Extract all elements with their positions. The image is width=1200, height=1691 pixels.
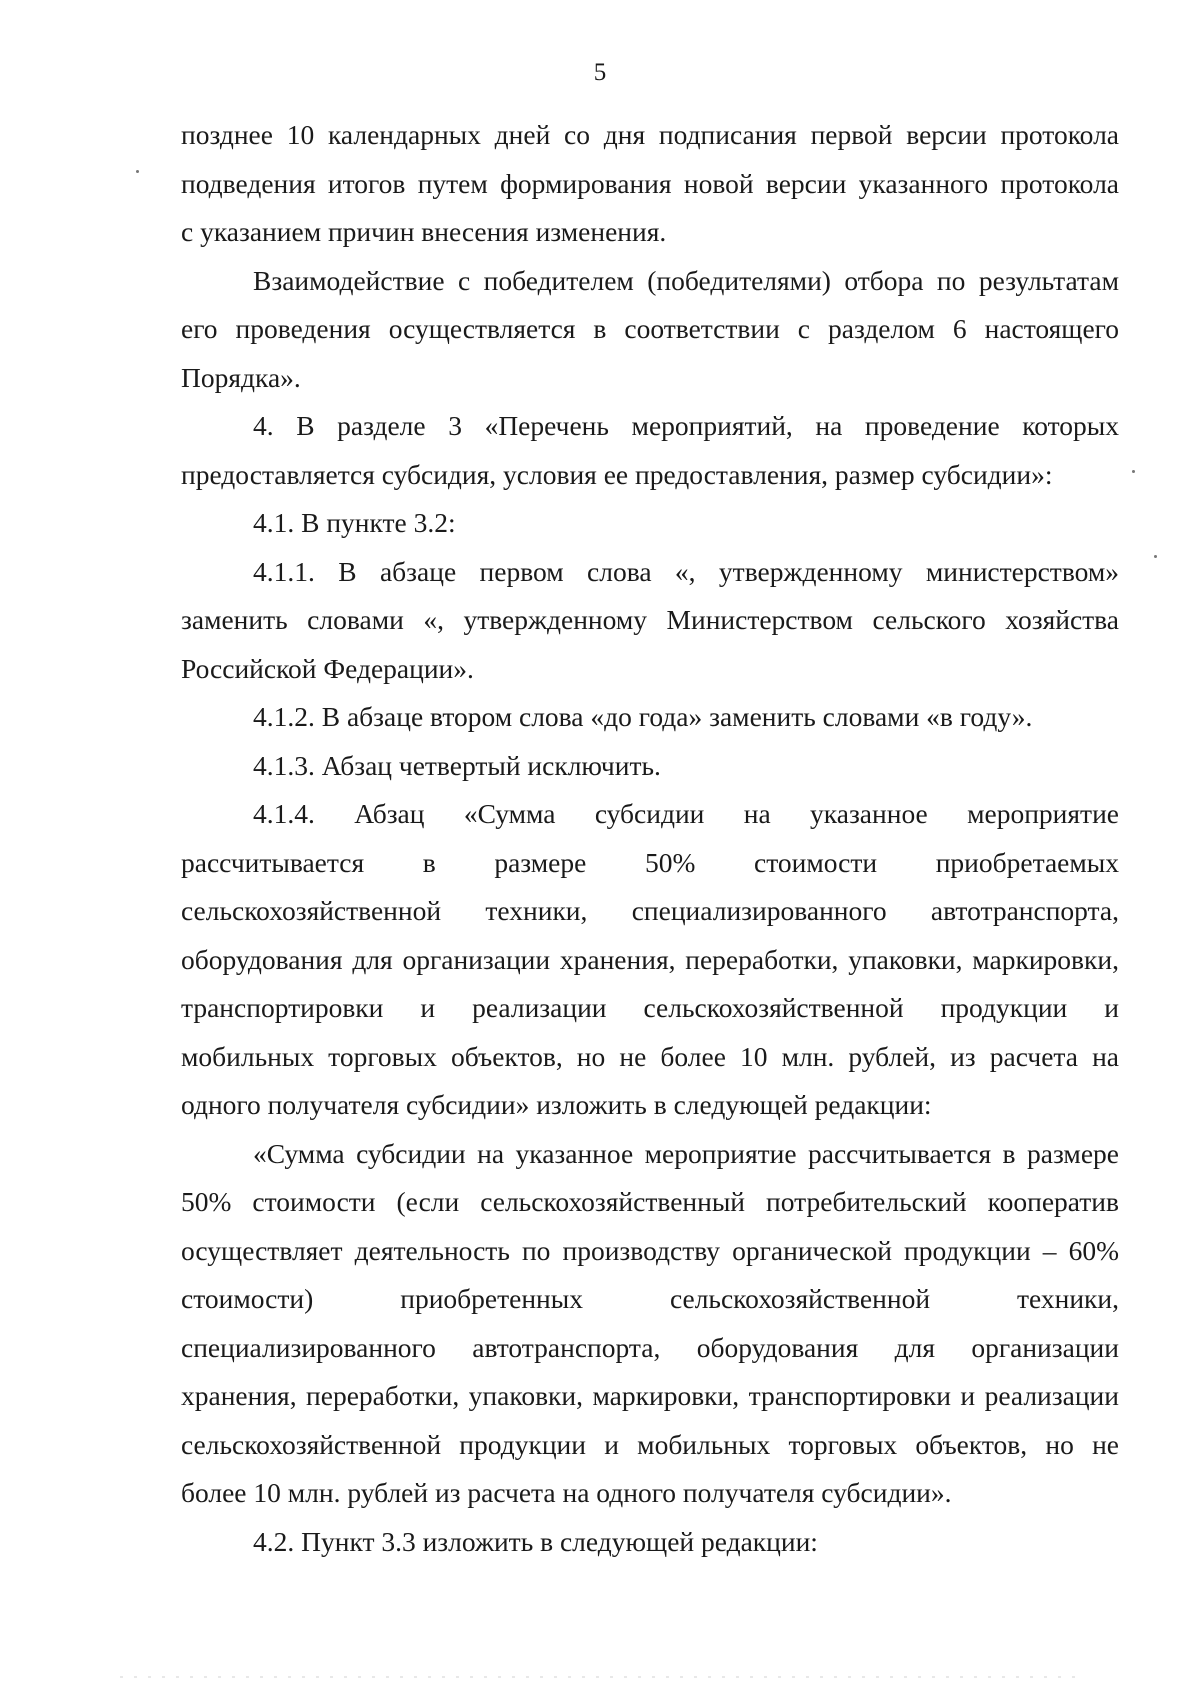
paragraph-interaction [181, 257, 1119, 403]
text-line: рассчитывается в размере 50% стоимости приобретаемых [181, 846, 1119, 878]
text-line: «Сумма субсидии на указанное мероприятие рассчитывается в размере [253, 1137, 1119, 1169]
text-line: Взаимодействие с победителем (победителями) отбора по результатам [253, 264, 1119, 296]
paragraph-continuation [181, 111, 1119, 257]
text-line: более 10 млн. рублей из расчета на одного получателя субсидии». [181, 1477, 952, 1508]
text-line: Российской Федерации». [181, 652, 474, 684]
text-line: одного получателя субсидии» изложить в следующей редакции: [181, 1089, 932, 1120]
text-line: стоимости) приобретенных сельскохозяйственной техники, [181, 1283, 1119, 1314]
text-line: 4.1.3. Абзац четвертый исключить. [253, 749, 661, 781]
text-line: 4.1.4. Абзац «Сумма субсидии на указанное мероприятие [253, 798, 1119, 829]
text-line: его проведения осуществляется в соответствии с разделом 6 настоящего [181, 313, 1119, 344]
text-line: с указанием причин внесения изменения. [181, 216, 667, 247]
text-line: 4.1.2. В абзаце втором слова «до года» заменить словами «в году». [253, 701, 1033, 732]
paragraph-item-4 [181, 402, 1119, 499]
scan-speck [1154, 555, 1157, 558]
paragraph-item-4-1-1 [181, 548, 1119, 694]
paragraph-item-4-1-3 [181, 742, 1119, 791]
text-line: осуществляет деятельность по производству органической продукции – 60% [181, 1234, 1119, 1266]
paragraph-item-4-1-4 [181, 790, 1119, 1130]
text-line: оборудования для организации хранения, переработки, упаковки, маркировки, [181, 943, 1119, 975]
scan-noise [120, 1676, 1080, 1678]
text-line: предоставляется субсидия, условия ее предоставления, размер субсидии»: [181, 458, 1053, 490]
paragraph-new-wording [181, 1130, 1119, 1518]
page-number: 5 [593, 59, 607, 86]
text-line: специализированного автотранспорта, оборудования для организации [181, 1331, 1119, 1363]
text-line: 4. В разделе 3 «Перечень мероприятий, на проведение которых [253, 410, 1119, 441]
paragraph-item-4-1 [181, 499, 1119, 548]
scan-speck [1132, 470, 1135, 473]
text-line: сельскохозяйственной техники, специализированного автотранспорта, [181, 895, 1119, 926]
text-line: транспортировки и реализации сельскохозяйственной продукции и [181, 992, 1119, 1023]
text-line: 4.1.1. В абзаце первом слова «, утвержденному министерством» [253, 555, 1119, 587]
text-line: 4.2. Пункт 3.3 изложить в следующей редакции: [253, 1525, 818, 1557]
scan-speck [136, 170, 139, 173]
text-line: хранения, переработки, упаковки, маркировки, транспортировки и реализации [181, 1380, 1119, 1411]
text-line: сельскохозяйственной продукции и мобильных торговых объектов, но не [181, 1428, 1119, 1460]
text-line: заменить словами «, утвержденному Министерством сельского хозяйства [181, 604, 1119, 635]
text-line: позднее 10 календарных дней со дня подписания первой версии протокола [181, 119, 1119, 150]
text-line: подведения итогов путем формирования новой версии указанного протокола [181, 167, 1119, 199]
document-body [181, 111, 1119, 1566]
text-line: мобильных торговых объектов, но не более 10 млн. рублей, из расчета на [181, 1040, 1119, 1072]
text-line: 4.1. В пункте 3.2: [253, 507, 456, 538]
paragraph-item-4-2 [181, 1518, 1119, 1567]
paragraph-item-4-1-2 [181, 693, 1119, 742]
text-line: Порядка». [181, 361, 301, 393]
text-line: 50% стоимости (если сельскохозяйственный потребительский кооператив [181, 1186, 1119, 1217]
